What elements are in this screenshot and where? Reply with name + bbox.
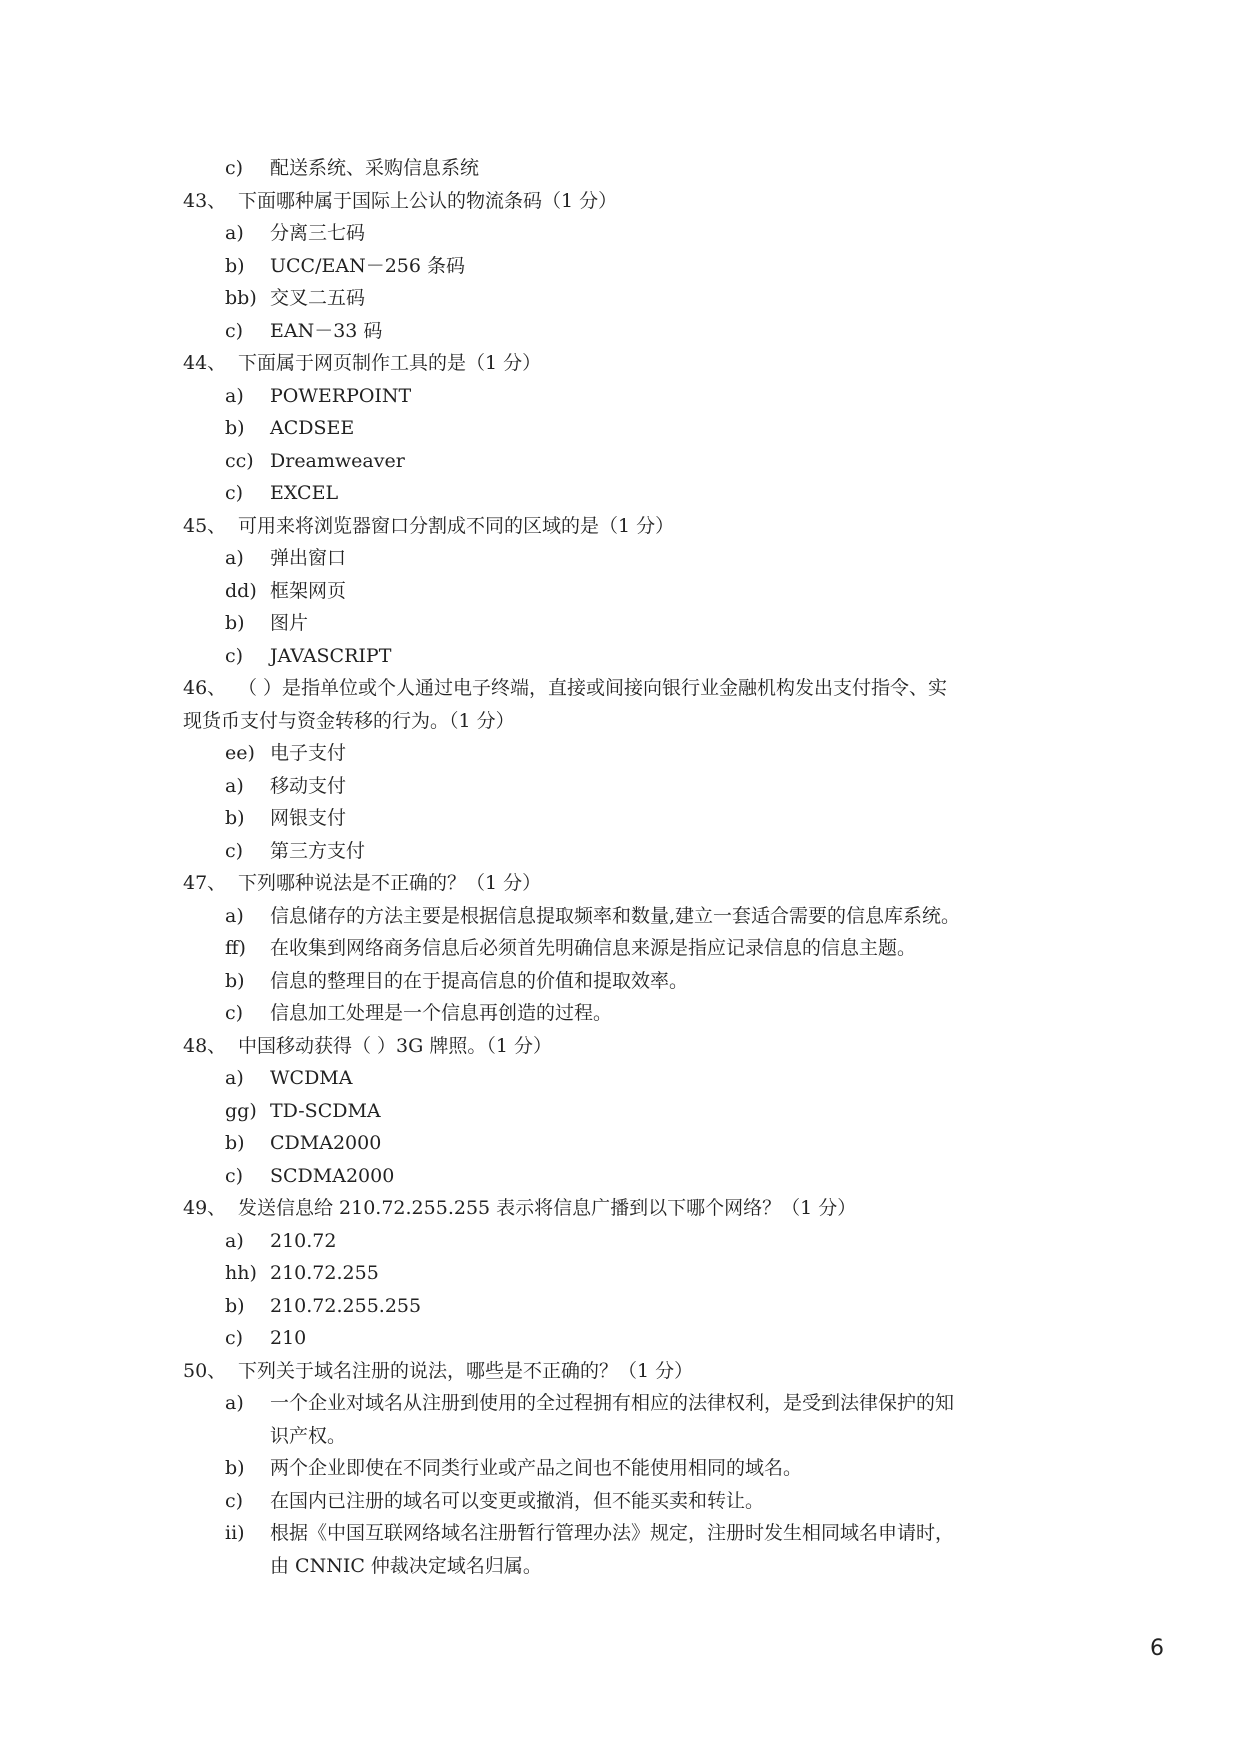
option-line (0, 282, 1241, 315)
option-line (0, 1452, 1241, 1485)
option-text: CDMA2000 (270, 1132, 382, 1154)
option-line (0, 1517, 1241, 1550)
option-label: a) (225, 1229, 244, 1252)
option-continuation (0, 1420, 1241, 1453)
option-label: a) (225, 1392, 244, 1414)
option-line (0, 932, 1241, 965)
option-label: b) (225, 254, 245, 277)
question-text: 中国移动获得（ ）3G 牌照。（1 分） (238, 1034, 552, 1057)
option-line (0, 152, 1241, 185)
option-text: 在收集到网络商务信息后必须首先明确信息来源是指应记录信息的信息主题。 (270, 937, 917, 959)
option-text: 由 CNNIC 仲裁决定域名归属。 (270, 1554, 542, 1577)
option-text: 两个企业即使在不同类行业或产品之间也不能使用相同的域名。 (270, 1457, 803, 1479)
question-number: 48、 (183, 1034, 227, 1057)
option-label: cc) (225, 449, 254, 472)
option-label: b) (225, 612, 245, 634)
option-label: b) (225, 1294, 245, 1317)
option-text: EXCEL (270, 482, 339, 504)
option-text: WCDMA (270, 1067, 353, 1089)
option-label: c) (225, 319, 244, 342)
option-line (0, 315, 1241, 348)
question-number: 47、 (183, 872, 227, 894)
option-line (0, 477, 1241, 510)
option-label: ff) (225, 937, 246, 959)
option-label: ee) (225, 742, 255, 764)
option-line (0, 412, 1241, 445)
option-text: 交叉二五码 (270, 287, 366, 309)
option-line (0, 445, 1241, 478)
option-label: c) (225, 1164, 244, 1187)
option-text: 移动支付 (270, 774, 347, 797)
option-text: 框架网页 (270, 579, 347, 602)
option-text: SCDMA2000 (270, 1164, 395, 1187)
option-text: POWERPOINT (270, 384, 412, 407)
option-line (0, 1225, 1241, 1258)
option-line (0, 1290, 1241, 1323)
question-line (0, 867, 1241, 900)
question-number: 50、 (183, 1359, 227, 1382)
option-text: 信息储存的方法主要是根据信息提取频率和数量,建立一套适合需要的信息库系统。 (270, 904, 961, 927)
option-line (0, 997, 1241, 1030)
option-label: b) (225, 417, 245, 439)
option-text: 第三方支付 (270, 839, 366, 862)
option-label: b) (225, 1457, 245, 1479)
option-line (0, 1127, 1241, 1160)
option-text: 根据《中国互联网络域名注册暂行管理办法》规定，注册时发生相同域名申请时， (270, 1522, 955, 1544)
option-label: a) (225, 384, 244, 407)
question-text: 现货币支付与资金转移的行为。（1 分） (183, 709, 515, 732)
option-line (0, 1095, 1241, 1128)
option-line (0, 607, 1241, 640)
option-line (0, 1257, 1241, 1290)
option-line (0, 250, 1241, 283)
option-line (0, 640, 1241, 673)
option-label: c) (225, 839, 244, 862)
option-label: c) (225, 644, 244, 667)
option-text: ACDSEE (270, 417, 355, 439)
question-number: 43、 (183, 189, 227, 212)
option-label: c) (225, 482, 244, 504)
option-line (0, 542, 1241, 575)
question-text: 下列关于域名注册的说法，哪些是不正确的？（1 分） (238, 1359, 694, 1382)
option-text: 210.72 (270, 1229, 337, 1252)
question-line (0, 1355, 1241, 1388)
question-text: 下面哪种属于国际上公认的物流条码（1 分） (238, 189, 618, 212)
option-text: EAN－33 码 (270, 319, 383, 342)
option-line (0, 737, 1241, 770)
option-text: 弹出窗口 (270, 547, 347, 569)
question-number: 44、 (183, 352, 227, 374)
option-label: a) (225, 774, 244, 797)
question-line (0, 1030, 1241, 1063)
option-line (0, 1062, 1241, 1095)
option-line (0, 770, 1241, 803)
option-label: a) (225, 547, 244, 569)
option-label: a) (225, 904, 244, 927)
option-label: b) (225, 969, 245, 992)
option-text: 210.72.255.255 (270, 1294, 422, 1317)
option-line (0, 802, 1241, 835)
page-number: 6 (1150, 1636, 1164, 1661)
option-text: 网银支付 (270, 807, 347, 829)
option-label: a) (225, 1067, 244, 1089)
option-label: hh) (225, 1262, 257, 1284)
option-text: 信息的整理目的在于提高信息的价值和提取效率。 (270, 969, 689, 992)
option-text: 识产权。 (270, 1424, 347, 1447)
question-text: 下列哪种说法是不正确的？（1 分） (238, 872, 542, 894)
question-line (0, 185, 1241, 218)
option-text: 在国内已注册的域名可以变更或撤消，但不能买卖和转让。 (270, 1489, 765, 1512)
question-list (0, 152, 1241, 1582)
option-text: UCC/EAN－256 条码 (270, 254, 466, 277)
option-label: b) (225, 807, 245, 829)
option-text: 信息加工处理是一个信息再创造的过程。 (270, 1002, 613, 1024)
option-text: 图片 (270, 612, 309, 634)
question-text: 可用来将浏览器窗口分割成不同的区域的是（1 分） (238, 514, 675, 537)
option-label: c) (225, 1002, 244, 1024)
option-label: c) (225, 157, 244, 179)
option-text: 210 (270, 1327, 307, 1349)
question-text: （ ）是指单位或个人通过电子终端，直接或间接向银行业金融机构发出支付指令、实 (238, 677, 948, 699)
option-label: gg) (225, 1099, 257, 1122)
question-line (0, 672, 1241, 705)
option-text: JAVASCRIPT (270, 644, 392, 667)
option-line (0, 1322, 1241, 1355)
option-text: 分离三七码 (270, 222, 366, 244)
option-line (0, 900, 1241, 933)
option-text: 电子支付 (270, 742, 347, 764)
question-line (0, 1192, 1241, 1225)
option-label: bb) (225, 287, 257, 309)
option-label: c) (225, 1327, 244, 1349)
option-line (0, 217, 1241, 250)
question-line (0, 510, 1241, 543)
option-continuation (0, 1550, 1241, 1583)
option-label: a) (225, 222, 244, 244)
question-line (0, 347, 1241, 380)
option-text: 210.72.255 (270, 1262, 379, 1284)
question-continuation (0, 705, 1241, 738)
question-number: 46、 (183, 677, 227, 699)
option-label: c) (225, 1489, 244, 1512)
option-line (0, 1160, 1241, 1193)
option-line (0, 575, 1241, 608)
question-text: 发送信息给 210.72.255.255 表示将信息广播到以下哪个网络？（1 分） (238, 1197, 857, 1219)
question-text: 下面属于网页制作工具的是（1 分） (238, 352, 542, 374)
option-line (0, 1485, 1241, 1518)
option-label: ii) (225, 1522, 245, 1544)
option-label: dd) (225, 579, 257, 602)
option-text: 一个企业对域名从注册到使用的全过程拥有相应的法律权利，是受到法律保护的知 (270, 1392, 955, 1414)
option-text: Dreamweaver (270, 449, 405, 472)
question-number: 49、 (183, 1197, 227, 1219)
option-line (0, 835, 1241, 868)
question-number: 45、 (183, 514, 227, 537)
option-label: b) (225, 1132, 245, 1154)
option-line (0, 965, 1241, 998)
option-text: 配送系统、采购信息系统 (270, 157, 480, 179)
option-line (0, 380, 1241, 413)
option-text: TD-SCDMA (270, 1099, 381, 1122)
option-line (0, 1387, 1241, 1420)
